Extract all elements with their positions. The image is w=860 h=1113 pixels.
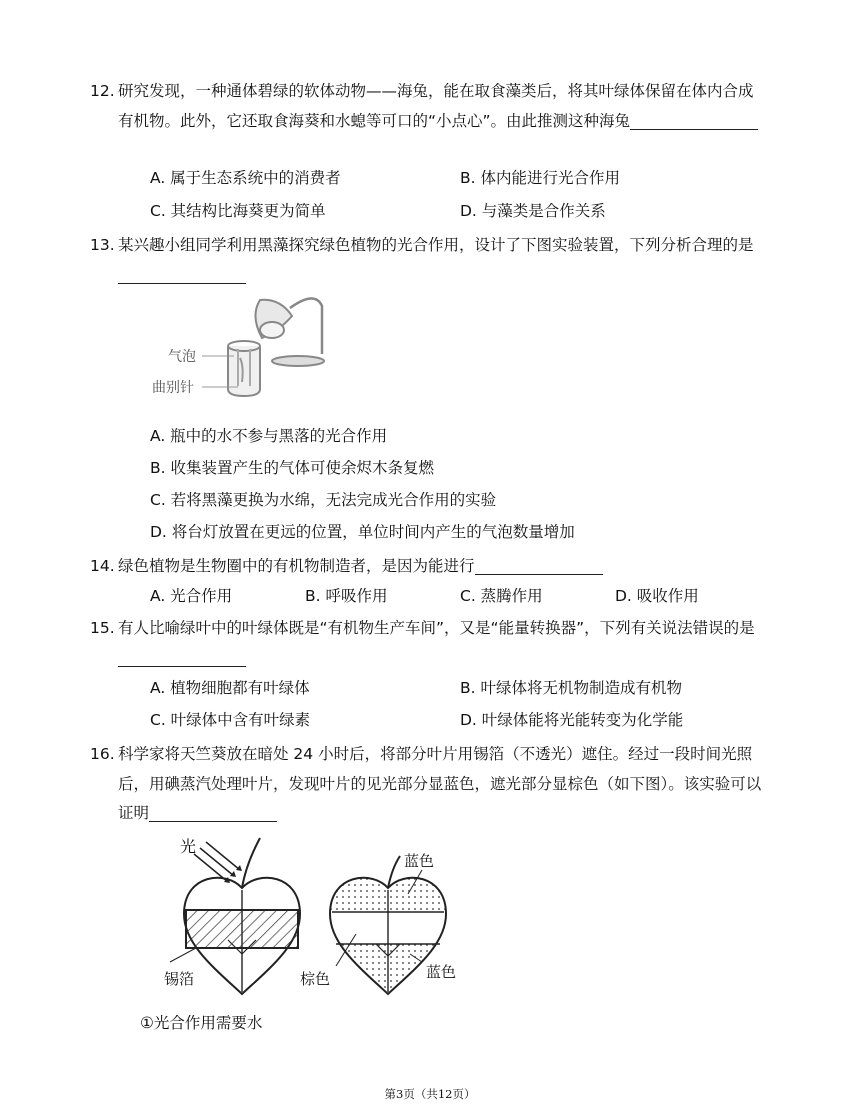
option-a[interactable]: A. 瓶中的水不参与黑落的光合作用 (150, 427, 388, 445)
leaf-experiment-figure (160, 834, 470, 1004)
question-text: 研究发现，一种通体碧绿的软体动物——海兔，能在取食藻类后，将其叶绿体保留在体内合成有机物。此外，它还取食海葵和水螅等可口的“小点心”。由此推测这种海兔 (118, 82, 754, 130)
question-text: 某兴趣小组同学利用黑藻探究绿色植物的光合作用，设计了下图实验装置，下列分析合理的是 (118, 236, 754, 254)
option-d[interactable]: D. 与藻类是合作关系 (460, 202, 606, 220)
option-d[interactable]: D. 将台灯放置在更远的位置，单位时间内产生的气泡数量增加 (150, 523, 575, 541)
option-c[interactable]: C. 叶绿体中含有叶绿素 (150, 711, 311, 729)
option-d[interactable]: D. 吸收作用 (615, 587, 699, 605)
option-d[interactable]: D. 叶绿体能将光能转变为化学能 (460, 711, 684, 729)
label-paperclip: 曲别针 (152, 380, 194, 396)
question-text: 有人比喻绿叶中的叶绿体既是“有机物生产车间”，又是“能量转换器”，下列有关说法错误的是 (118, 619, 755, 637)
option-b[interactable]: B. 体内能进行光合作用 (460, 169, 620, 187)
option-a[interactable]: A. 植物细胞都有叶绿体 (150, 679, 310, 697)
answer-blank[interactable] (118, 648, 246, 667)
question-16 (90, 740, 768, 829)
answer-blank[interactable] (630, 111, 758, 130)
answer-blank[interactable] (118, 265, 246, 284)
question-12 (90, 77, 768, 136)
question-13 (90, 231, 768, 290)
label-blue-bottom: 蓝色 (426, 963, 457, 981)
option-b[interactable]: B. 呼吸作用 (305, 587, 388, 605)
question-text: 科学家将天竺葵放在暗处 24 小时后，将部分叶片用锡箔（不透光）遮住。经过一段时间光照后，用碘蒸汽处理叶片，发现叶片的见光部分显蓝色，遮光部分显棕色（如下图）。该实验可以证明 (118, 745, 762, 822)
question-number: 16. (90, 745, 115, 763)
option-b[interactable]: B. 收集装置产生的气体可使余烬木条复燃 (150, 459, 434, 477)
question-number: 13. (90, 236, 115, 254)
page-footer: 第3页（共12页） (384, 1087, 476, 1101)
question-text: 绿色植物是生物圈中的有机物制造者，是因为能进行 (118, 557, 475, 575)
question-number: 14. (90, 557, 115, 575)
question-number: 12. (90, 82, 115, 100)
statement-1[interactable]: ①光合作用需要水 (140, 1014, 263, 1032)
question-15 (90, 614, 768, 673)
label-blue-top: 蓝色 (404, 852, 435, 870)
option-c[interactable]: C. 蒸腾作用 (460, 587, 543, 605)
label-bubble: 气泡 (168, 349, 196, 365)
option-b[interactable]: B. 叶绿体将无机物制造成有机物 (460, 679, 682, 697)
answer-blank[interactable] (149, 803, 277, 822)
label-tinfoil: 锡箔 (164, 970, 195, 988)
option-c[interactable]: C. 若将黑藻更换为水绵，无法完成光合作用的实验 (150, 491, 497, 509)
option-c[interactable]: C. 其结构比海葵更为简单 (150, 202, 326, 220)
answer-blank[interactable] (475, 556, 603, 575)
option-a[interactable]: A. 属于生态系统中的消费者 (150, 169, 341, 187)
lamp-apparatus-figure (150, 286, 340, 406)
question-number: 15. (90, 619, 115, 637)
label-light: 光 (180, 837, 197, 856)
option-a[interactable]: A. 光合作用 (150, 587, 233, 605)
question-14 (90, 552, 768, 582)
label-brown: 棕色 (300, 970, 331, 988)
